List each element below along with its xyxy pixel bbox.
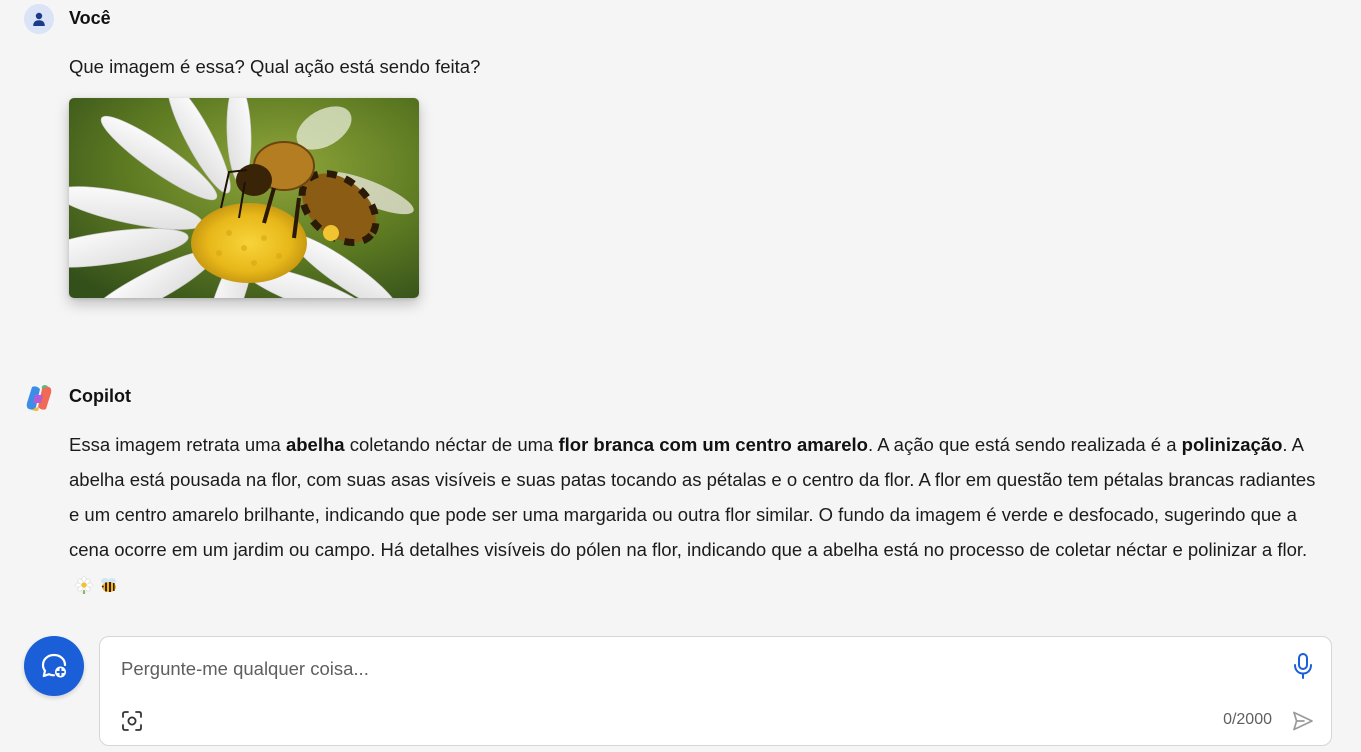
microphone-button[interactable]: [1291, 652, 1315, 680]
new-chat-icon: [39, 651, 69, 681]
answer-text-4: . A abelha está pousada na flor, com suas asas visíveis e suas patas tocando as pétalas e o centro da flor. A flor em questão tem pétalas brancas radiantes e um centro amarelo brilhante, indicando que pode ser uma margarida ou outra flor similar. O fundo da imagem é verde e desfocado, sugerindo que a cena ocorre em um jardim ou campo. Há detalhes visíveis do pólen na flor, indicando que a abelha está no processo de coletar néctar e polinizar a flor.: [69, 434, 1316, 560]
screenshot-button[interactable]: [120, 709, 144, 733]
user-author-name: Você: [69, 8, 111, 28]
copilot-answer-text: [69, 427, 1329, 605]
new-chat-button[interactable]: [24, 636, 84, 696]
copilot-avatar: [24, 383, 54, 413]
answer-text-2: coletando néctar de uma: [344, 434, 559, 455]
copilot-logo-icon: [24, 383, 54, 413]
send-button[interactable]: [1291, 709, 1315, 733]
copilot-author-name: Copilot: [69, 386, 131, 406]
screenshot-icon: [120, 709, 144, 733]
daisy-emoji-icon: [75, 570, 93, 605]
attached-image-bee-on-daisy[interactable]: [69, 98, 419, 298]
answer-text-1: Essa imagem retrata uma: [69, 434, 286, 455]
character-counter: 0/2000: [1223, 711, 1272, 728]
answer-bold-polinizacao: polinização: [1181, 434, 1283, 455]
answer-bold-abelha: abelha: [285, 434, 345, 455]
chat-composer: [99, 636, 1332, 746]
send-icon: [1291, 709, 1315, 733]
bee-on-daisy-photo: [69, 98, 419, 298]
user-avatar: [24, 4, 54, 34]
bee-emoji-icon: [99, 570, 119, 605]
answer-text-3: . A ação que está sendo realizada é a: [867, 434, 1182, 455]
message-input[interactable]: [119, 653, 1273, 685]
answer-bold-flor: flor branca com um centro amarelo: [558, 434, 868, 455]
user-message-text: Que imagem é essa? Qual ação está sendo feita?: [69, 56, 481, 77]
microphone-icon: [1291, 652, 1315, 680]
person-icon: [31, 11, 47, 27]
